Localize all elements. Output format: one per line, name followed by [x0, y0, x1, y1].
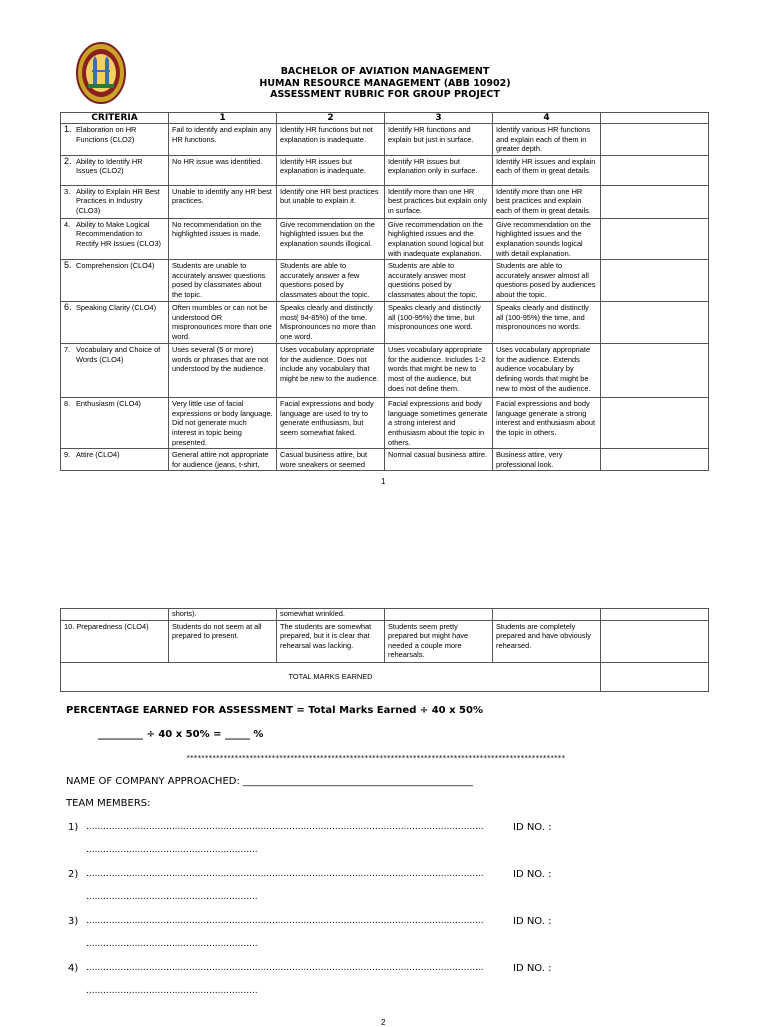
table-row [61, 609, 709, 621]
criteria-cell: 10. Preparedness (CLO4) [61, 620, 169, 662]
score-3-cell: Give recommendation on the highlighted issues and the explanation sound logical but with inadequate explanation. [385, 218, 493, 259]
document-header [160, 66, 610, 101]
total-row [61, 662, 709, 691]
score-1-cell: Unable to identify any HR best practices. [169, 185, 277, 218]
marks-cell[interactable] [601, 609, 709, 621]
member-number: 3) [68, 916, 79, 927]
marks-cell[interactable] [601, 620, 709, 662]
score-2-cell: Identify HR issues but explanation is inadequate. [277, 155, 385, 185]
criteria-label: Ability to Make Logical Recommendation to Rectify HR Issues (CLO3) [76, 219, 162, 248]
score-4-cell: Business attire, very professional look. [493, 449, 601, 471]
course-title: HUMAN RESOURCE MANAGEMENT (ABB 10902) [259, 77, 511, 89]
id-number-label: ID NO. : [513, 822, 552, 833]
marks-cell[interactable] [601, 302, 709, 344]
score-4-cell: Speaks clearly and distinctly all (100-95%) the time, and mispronounces no words. [493, 302, 601, 344]
header-score-2: 2 [277, 113, 385, 124]
score-2-cell: Students are able to accurately answer a few questions posed by classmates about the topic. [277, 260, 385, 302]
program-title: BACHELOR OF AVIATION MANAGEMENT [280, 66, 490, 77]
score-2-cell: Uses vocabulary appropriate for the audience. Does not include any vocabulary that might be new to the audience. [277, 344, 385, 398]
score-4-cell: Uses vocabulary appropriate for the audience. Extends audience vocabulary by defining words that might be new to most of the audience. [493, 344, 601, 398]
table-row [61, 260, 709, 302]
id-number-label: ID NO. : [513, 963, 552, 974]
score-1-cell: Uses several (5 or more) words or phrases that are not understood by the audience. [169, 344, 277, 398]
criteria-label: Vocabulary and Choice of Words (CLO4) [76, 345, 161, 364]
header-marks [601, 113, 709, 124]
score-4-cell: Students are able to accurately answer almost all questions posed by audiences about the topic. [493, 260, 601, 302]
separator-stars: ****************************************************************************************************** [186, 754, 565, 762]
rubric-header-row [61, 113, 709, 124]
score-3-cell: Normal casual business attire. [385, 449, 493, 471]
table-row [61, 124, 709, 156]
score-1-cell: No HR issue was identified. [169, 155, 277, 185]
university-logo [76, 42, 126, 104]
criteria-label: Elaboration on HR Functions (CLO2) [76, 125, 137, 144]
score-4-cell: Facial expressions and body language generate a strong interest and enthusiasm about the topic in others. [493, 398, 601, 449]
score-3-cell: Students are able to accurately answer most questions posed by classmates about the topic. [385, 260, 493, 302]
score-2-cell: somewhat wrinkled. [277, 609, 385, 621]
criteria-label: Ability to Identify HR Issues (CLO2) [76, 156, 143, 176]
criteria-cell [61, 449, 169, 471]
member-name-field[interactable]: ........................................................................................................................................... [86, 916, 484, 926]
id-number-label: ID NO. : [513, 916, 552, 927]
criteria-number: 6. [64, 302, 72, 313]
team-members-label: TEAM MEMBERS: [66, 798, 151, 809]
criteria-label: Ability to Explain HR Best Practices in Industry (CLO3) [76, 186, 160, 215]
criteria-number: 2. [64, 155, 72, 166]
score-3-cell: Identify HR functions and explain but just in surface. [385, 124, 493, 156]
score-3-cell [385, 609, 493, 621]
criteria-cell [61, 398, 169, 449]
score-4-cell: Give recommendation on the highlighted issues and the explanation sounds logical with detail explanation. [493, 218, 601, 259]
total-marks-cell[interactable] [601, 662, 709, 691]
header-score-3: 3 [385, 113, 493, 124]
table-row [61, 449, 709, 471]
criteria-cell [61, 302, 169, 344]
criteria-cell [61, 124, 169, 156]
score-4-cell: Identify various HR functions and explain each of them in greater depth. [493, 124, 601, 156]
page-number: 1 [381, 477, 386, 486]
score-1-cell: Often mumbles or can not be understood OR mispronounces more than one word. [169, 302, 277, 344]
header-criteria: CRITERIA [61, 113, 169, 124]
marks-cell[interactable] [601, 155, 709, 185]
member-name-field[interactable]: ........................................................................................................................................... [86, 869, 484, 879]
criteria-number: 9. [64, 450, 71, 460]
marks-cell[interactable] [601, 185, 709, 218]
criteria-number: 5. [64, 260, 72, 271]
percentage-calculation: _________ ÷ 40 x 50% = _____ % [98, 729, 264, 740]
criteria-number: 3. [64, 186, 71, 196]
score-4-cell: Students are completely prepared and have obviously rehearsed. [493, 620, 601, 662]
criteria-number: 4. [64, 219, 71, 229]
criteria-cell [61, 155, 169, 185]
criteria-label: Comprehension (CLO4) [76, 261, 155, 271]
score-3-cell: Identify more than one HR best practices but explain only in surface. [385, 185, 493, 218]
company-name-field[interactable]: NAME OF COMPANY APPROACHED: ______________________________________________ [66, 776, 474, 787]
criteria-number: 8. [64, 399, 71, 409]
criteria-cell [61, 609, 169, 621]
score-4-cell: Identify HR issues and explain each of them in great details. [493, 155, 601, 185]
score-2-cell: Give recommendation on the highlighted issues but the explanation sounds illogical. [277, 218, 385, 259]
score-2-cell: Identify HR functions but not explanation is inadequate. [277, 124, 385, 156]
table-row [61, 155, 709, 185]
percentage-formula: PERCENTAGE EARNED FOR ASSESSMENT = Total Marks Earned ÷ 40 x 50% [66, 705, 483, 716]
table-row [61, 302, 709, 344]
criteria-label: Speaking Clarity (CLO4) [76, 303, 157, 313]
score-1-cell: Very little use of facial expressions or body language. Did not generate much interest in topic being presented. [169, 398, 277, 449]
criteria-cell [61, 218, 169, 259]
marks-cell[interactable] [601, 449, 709, 471]
marks-cell[interactable] [601, 260, 709, 302]
header-score-4: 4 [493, 113, 601, 124]
member-name-field-line2[interactable]: ............................................................ [86, 892, 258, 902]
score-4-cell [493, 609, 601, 621]
score-4-cell: Identify more than one HR best practices and explain each of them in great details. [493, 185, 601, 218]
rubric-table-continued [60, 608, 709, 692]
table-row [61, 185, 709, 218]
score-1-cell: Students do not seem at all prepared to present. [169, 620, 277, 662]
marks-cell[interactable] [601, 398, 709, 449]
page-number: 2 [381, 1018, 386, 1027]
marks-cell[interactable] [601, 218, 709, 259]
member-number: 1) [68, 822, 79, 833]
marks-cell[interactable] [601, 344, 709, 398]
score-3-cell: Identify HR issues but explanation only in surface. [385, 155, 493, 185]
score-2-cell: Identify one HR best practices but unable to explain it. [277, 185, 385, 218]
score-3-cell: Uses vocabulary appropriate for the audience. Includes 1-2 words that might be new to most of the audience, but does not define them. [385, 344, 493, 398]
criteria-number: 7. [64, 345, 71, 355]
rubric-table [60, 112, 709, 471]
criteria-number: 1. [64, 124, 72, 134]
score-2-cell: Casual business attire, but wore sneakers or seemed [277, 449, 385, 471]
score-1-cell: Fail to identify and explain any HR functions. [169, 124, 277, 156]
criteria-cell [61, 260, 169, 302]
member-name-field-line2[interactable]: ............................................................ [86, 986, 258, 996]
member-name-field-line2[interactable]: ............................................................ [86, 845, 258, 855]
member-number: 2) [68, 869, 79, 880]
member-number: 4) [68, 963, 79, 974]
table-row [61, 620, 709, 662]
member-name-field-line2[interactable]: ............................................................ [86, 939, 258, 949]
member-name-field[interactable]: ........................................................................................................................................... [86, 963, 484, 973]
criteria-label: Attire (CLO4) [76, 450, 120, 460]
score-1-cell: General attire not appropriate for audience (jeans, t-shirt, [169, 449, 277, 471]
score-3-cell: Speaks clearly and distinctly all (100-95%) the time, but mispronounces one word. [385, 302, 493, 344]
criteria-label: Enthusiasm (CLO4) [76, 399, 141, 409]
score-2-cell: Facial expressions and body language are used to try to generate enthusiasm, but seem somewhat faked. [277, 398, 385, 449]
score-1-cell: Students are unable to accurately answer questions posed by classmates about the topic. [169, 260, 277, 302]
id-number-label: ID NO. : [513, 869, 552, 880]
criteria-cell [61, 344, 169, 398]
header-score-1: 1 [169, 113, 277, 124]
member-name-field[interactable]: ........................................................................................................................................... [86, 822, 484, 832]
score-2-cell: Speaks clearly and distinctly most( 94-85%) of the time. Mispronounces no more than one word. [277, 302, 385, 344]
table-row [61, 398, 709, 449]
score-3-cell: Students seem pretty prepared but might have needed a couple more rehearsals. [385, 620, 493, 662]
score-2-cell: The students are somewhat prepared, but it is clear that rehearsal was lacking. [277, 620, 385, 662]
table-row [61, 218, 709, 259]
score-1-cell: shorts). [169, 609, 277, 621]
marks-cell[interactable] [601, 124, 709, 156]
total-marks-label: TOTAL MARKS EARNED [61, 662, 601, 691]
score-3-cell: Facial expressions and body language sometimes generate a strong interest and enthusiasm about the topic in others. [385, 398, 493, 449]
score-1-cell: No recommendation on the highlighted issues is made. [169, 218, 277, 259]
table-row [61, 344, 709, 398]
rubric-title: ASSESSMENT RUBRIC FOR GROUP PROJECT [270, 89, 500, 100]
criteria-cell [61, 185, 169, 218]
